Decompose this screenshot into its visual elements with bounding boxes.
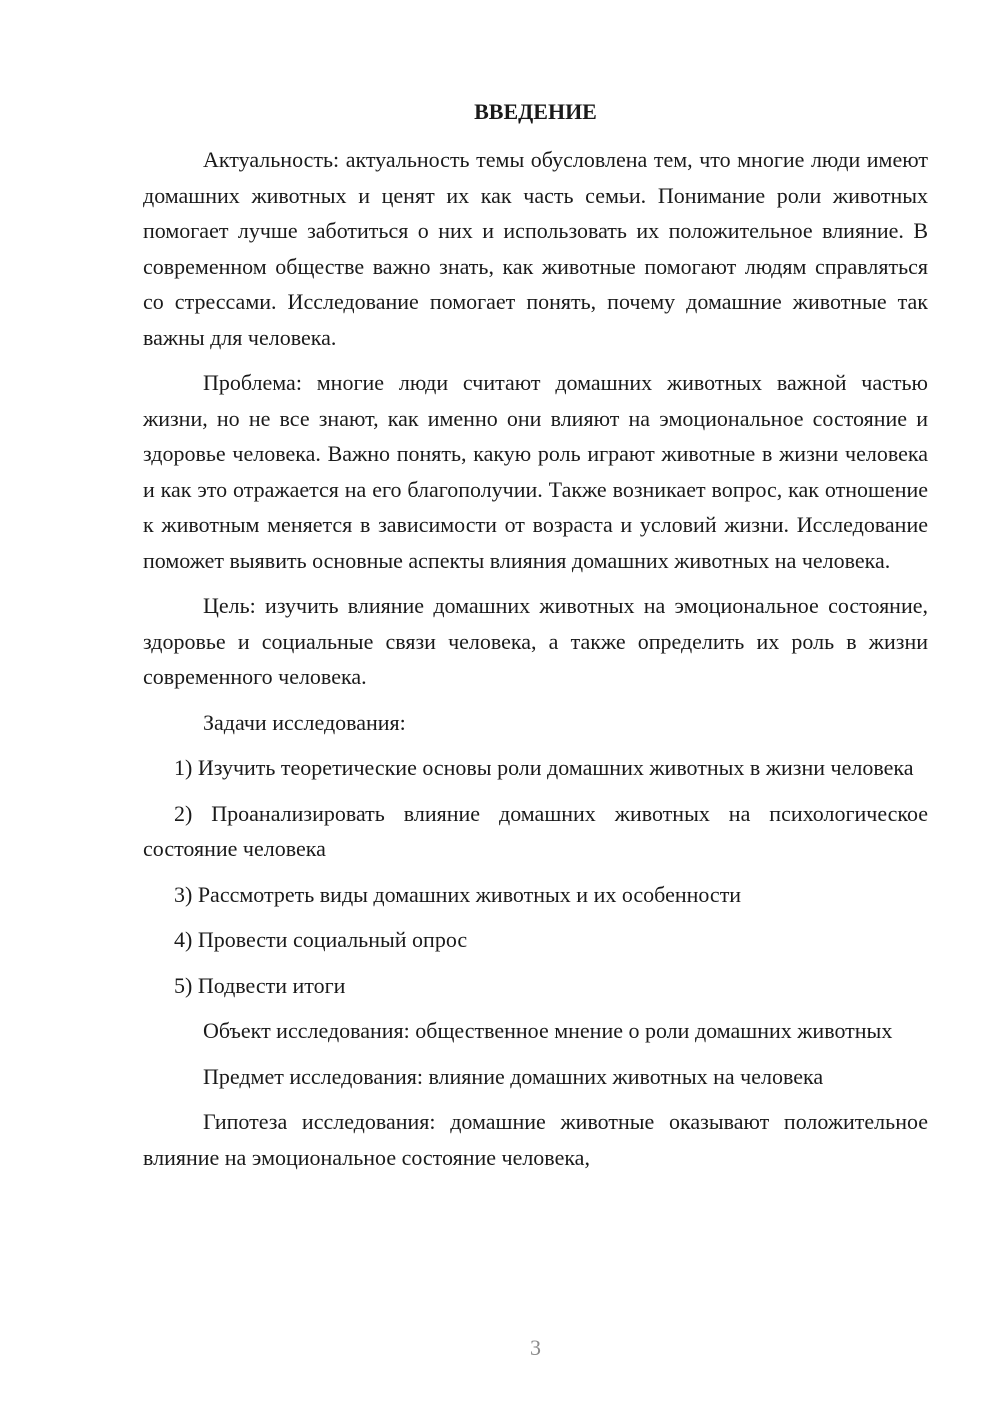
paragraph-subject: Предмет исследования: влияние домашних животных на человека (203, 1063, 824, 1089)
page-number: 3 (530, 1335, 541, 1360)
paragraph-problem: Проблема: многие люди считают домашних животных важной частью жизни, но не все знают, как именно они влияют на эмоциональное состояние и здоровье человека. Важно понять, какую роль играют животные в жизни человека и как это отражается на его благополучии. Также возникает вопрос, как отношение к животным меняется в зависимости от возраста и условий жизни. Исследование поможет выявить основные аспекты влияния домашних животных на человека. (143, 370, 928, 573)
paragraph-goal: Цель: изучить влияние домашних животных на эмоциональное состояние, здоровье и социальные связи человека, а также определить их роль в жизни современного человека. (143, 593, 928, 689)
paragraph-tasks-heading: Задачи исследования: (203, 709, 406, 735)
list-item-task-5: 5) Подвести итоги (174, 972, 346, 998)
list-item-task-1: 1) Изучить теоретические основы роли домашних животных в жизни человека (174, 755, 914, 780)
paragraph-hypothesis: Гипотеза исследования: домашние животные оказывают положительное влияние на эмоциональное состояние человека, (143, 1109, 928, 1170)
document-body (143, 142, 928, 1185)
list-item-task-4: 4) Провести социальный опрос (174, 927, 468, 952)
list-item-task-2: 2) Проанализировать влияние домашних животных на психологическое состояние человека (143, 800, 928, 861)
paragraph-object: Объект исследования: общественное мнение о роли домашних животных (203, 1018, 893, 1043)
paragraph-relevance: Актуальность: актуальность темы обусловлена тем, что многие люди имеют домашних животных и ценят их как часть семьи. Понимание роли животных помогает лучше заботиться о них и использовать их положительное влияние. В современном обществе важно знать, как животные помогают людям справляться со стрессами. Исследование помогает понять, почему домашние животные так важны для человека. (143, 147, 928, 350)
list-item-task-3: 3) Рассмотреть виды домашних животных и их особенности (174, 881, 742, 907)
page-title: ВВЕДЕНИЕ (474, 99, 597, 124)
